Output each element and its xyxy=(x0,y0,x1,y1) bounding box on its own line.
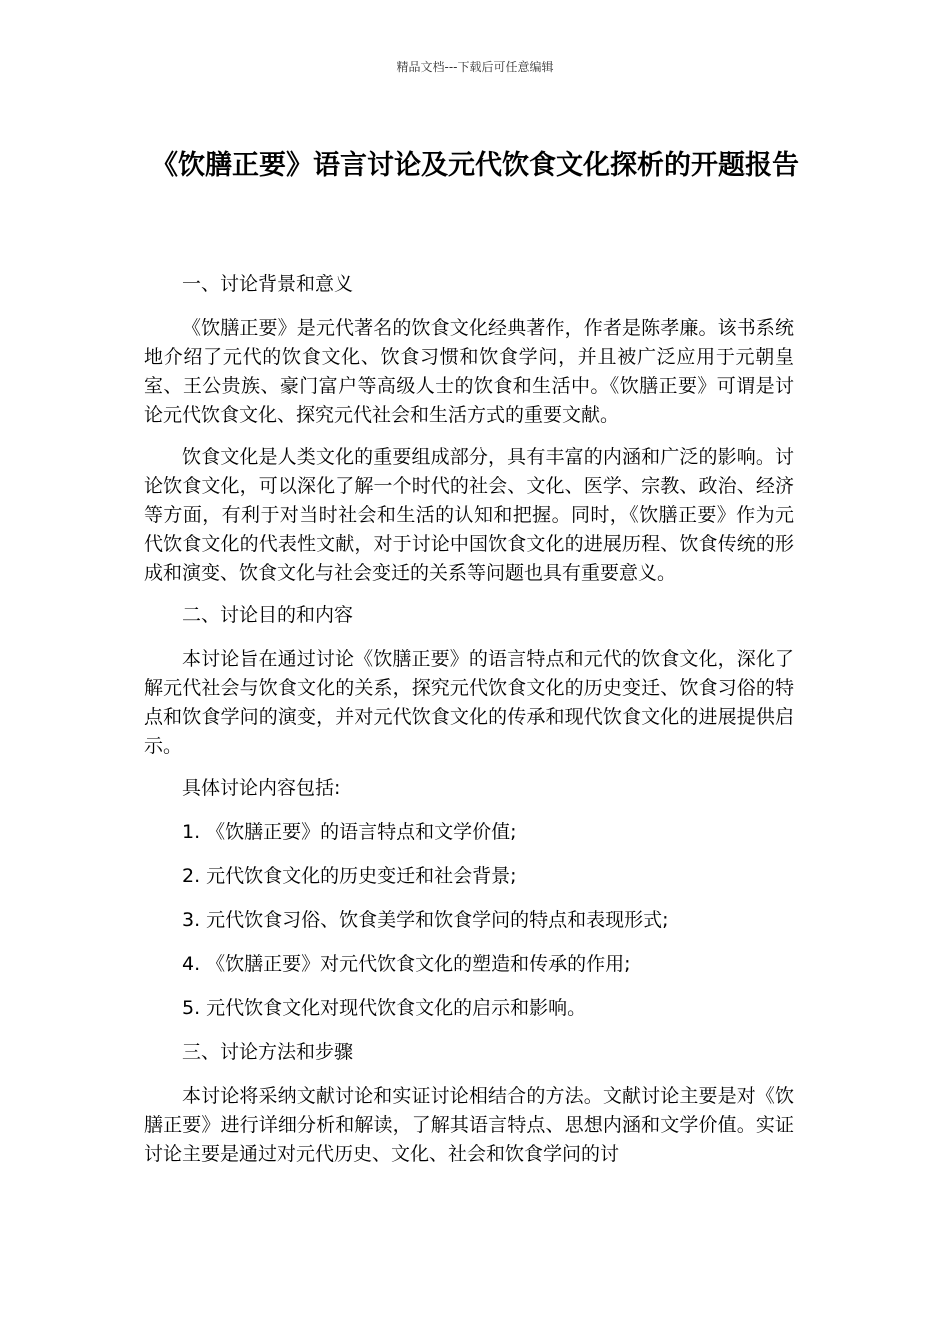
list-item: 4. 《饮膳正要》对元代饮食文化的塑造和传承的作用; xyxy=(182,953,631,975)
paragraph: 《饮膳正要》是元代著名的饮食文化经典著作，作者是陈孝廉。该书系统地介绍了元代的饮食文化、饮食习惯和饮食学问，并且被广泛应用于元朝皇室、王公贵族、豪门富户等高级人士的饮食和生活中。《饮膳正要》可谓是讨论元代饮食文化、探究元代社会和生活方式的重要文献。 xyxy=(144,317,794,426)
document-title: 《饮膳正要》语言讨论及元代饮食文化探析的开题报告 xyxy=(151,150,799,181)
list-item: 3. 元代饮食习俗、饮食美学和饮食学问的特点和表现形式; xyxy=(182,909,669,931)
section-heading-background: 一、讨论背景和意义 xyxy=(182,273,354,295)
list-item: 2. 元代饮食文化的历史变迁和社会背景; xyxy=(182,865,517,887)
list-intro: 具体讨论内容包括: xyxy=(182,777,341,799)
paragraph: 饮食文化是人类文化的重要组成部分，具有丰富的内涵和广泛的影响。讨论饮食文化，可以深化了解一个时代的社会、文化、医学、宗教、政治、经济等方面，有利于对当时社会和生活的认知和把握。同时，《饮膳正要》作为元代饮食文化的代表性文献，对于讨论中国饮食文化的进展历程、饮食传统的形成和演变、饮食文化与社会变迁的关系等问题也具有重要意义。 xyxy=(144,446,794,584)
header-note: 精品文档---下载后可任意编辑 xyxy=(396,60,554,74)
section-heading-purpose: 二、讨论目的和内容 xyxy=(182,604,354,626)
list-item: 1. 《饮膳正要》的语言特点和文学价值; xyxy=(182,821,517,843)
paragraph: 本讨论旨在通过讨论《饮膳正要》的语言特点和元代的饮食文化，深化了解元代社会与饮食文化的关系，探究元代饮食文化的历史变迁、饮食习俗的特点和饮食学问的演变，并对元代饮食文化的传承和现代饮食文化的进展提供启示。 xyxy=(144,648,794,757)
section-heading-methods: 三、讨论方法和步骤 xyxy=(182,1041,354,1063)
paragraph: 本讨论将采纳文献讨论和实证讨论相结合的方法。文献讨论主要是对《饮膳正要》进行详细分析和解读，了解其语言特点、思想内涵和文学价值。实证讨论主要是通过对元代历史、文化、社会和饮食学问的讨 xyxy=(144,1085,794,1165)
list-item: 5. 元代饮食文化对现代饮食文化的启示和影响。 xyxy=(182,997,587,1019)
document-body xyxy=(144,270,794,1182)
